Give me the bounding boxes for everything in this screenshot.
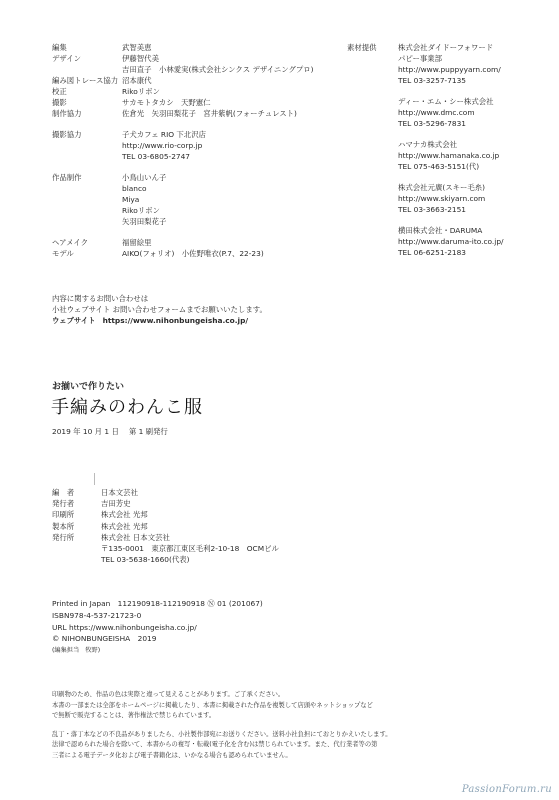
spacer [52,227,314,237]
credit-label: 撮影 [52,98,67,107]
supplier-line: 株式会社ダイドーフォワード [398,43,494,52]
publication-value: 株式会社 日本文芸社 [101,532,170,542]
divider-mark [94,473,95,485]
credit-row [52,86,314,97]
editor-note: (編集担当 牧野) [52,647,101,655]
supplier-entry [398,225,504,258]
url-line[interactable]: URL https://www.nihonbungeisha.co.jp/ [52,622,197,632]
publication-value: TEL 03-5638-1660(代表) [101,555,190,565]
publication-row [52,543,279,554]
publication-row [52,532,279,543]
publication-label: 発行所 [52,532,75,542]
supplier-line: TEL 075-463-5151(代) [398,162,480,171]
credits-block [52,42,314,259]
legal-notes [52,690,392,762]
spacer [52,722,392,730]
website-label: ウェブサイト [52,316,96,325]
spacer [52,162,314,172]
credit-label: 校正 [52,87,67,96]
credit-row [52,129,314,140]
credit-label [52,64,122,75]
supplier-line: TEL 06-6251-2183 [398,248,467,257]
credit-label [52,140,122,151]
credit-value: 佐倉光 矢羽田梨花子 宮井紫帆(フォーチュレスト) [122,109,297,118]
printed-line: Printed in Japan 112190918-112190918 Ⓝ 01 (201067) [52,599,263,608]
supplier-entry [398,42,504,86]
inquiry-line-2: 小社ウェブサイト お問い合わせフォームまでお願いいたします。 [52,305,267,314]
credit-value: 武智美恵 [122,43,152,52]
credit-row [52,108,314,119]
supplier-line: http://www.puppyyarn.com/ [398,65,501,74]
publication-value: 吉田芳史 [101,499,131,509]
credit-value: 小鳥山いん子 [122,173,167,182]
credit-label: ヘアメイク [52,238,88,247]
credit-label: 編み図トレース協力 [52,76,119,85]
credit-value: 伊藤智代美 [122,54,159,63]
credit-row [52,205,314,216]
credit-label [52,216,122,227]
credit-label [52,151,122,162]
credit-value: サカモトタカシ 天野憲仁 [122,98,211,107]
publication-label: 製本所 [52,521,75,531]
supplier-line: TEL 03-3257-7135 [398,76,467,85]
edition-text: 第 1 刷発行 [128,427,168,436]
credit-row [52,237,314,248]
inquiry-block [52,293,267,326]
supplier-line: http://www.daruma-ito.co.jp/ [398,237,504,246]
note-line: 法律で認められた場合を除いて、本書からの複写・転載(電子化を含む)は禁じられています。また、代行業者等の第 [52,741,378,749]
materials-list [398,42,504,268]
note-line: 印刷物のため、作品の色は実際と違って見えることがあります。ご了承ください。 [52,691,285,698]
inquiry-line-1: 内容に関するお問い合わせは [52,294,149,303]
credit-value: 福留絵里 [122,238,152,247]
publication-value: 株式会社 光邦 [101,521,148,531]
supplier-line: 株式会社元廣(スキー毛糸) [398,183,486,192]
colophon-block [52,598,263,657]
credit-row [52,97,314,108]
publication-row [52,509,279,520]
supplier-entry [398,96,504,129]
credit-value: blanco [122,184,147,193]
publication-value: 〒135-0001 東京都江東区毛利2-10-18 OCMビル [101,544,279,554]
publication-row [52,554,279,565]
credit-label: 作品制作 [52,173,82,182]
materials-label: 素材提供 [347,43,377,52]
credit-label [52,194,122,205]
publication-label: 発行者 [52,499,75,509]
credit-row [52,151,314,162]
credit-row [52,64,314,75]
series-title: お揃いで作りたい [52,382,125,392]
publication-info [52,487,279,565]
credit-value: TEL 03-6805-2747 [122,152,191,161]
credit-value: Miya [122,195,140,204]
credit-row [52,42,314,53]
publication-label: 編 者 [52,488,75,497]
supplier-line: http://www.dmc.com [398,108,475,117]
publication-label: 印刷所 [52,510,75,520]
credit-label [52,205,122,216]
credit-row [52,140,314,151]
credit-value: AIKO(フォリオ) 小佐野唯衣(P.7、22-23) [122,249,264,258]
supplier-line: ハマナカ株式会社 [398,140,457,149]
supplier-line: パピー事業部 [398,54,443,63]
publication-value: 株式会社 光邦 [101,510,148,520]
credit-label: 編集 [52,43,67,52]
supplier-line: TEL 03-3663-2151 [398,205,467,214]
publication-row [52,498,279,509]
note-line: 乱丁・落丁本などの不良品がありましたら、小社製作部宛にお送りください。送料小社負担にておとりかえいたします。 [52,730,392,738]
watermark: PassionForum.ru [461,784,552,795]
supplier-line: TEL 03-5296-7831 [398,119,467,128]
credit-value: http://www.rio-corp.jp [122,141,203,150]
credit-value: 矢羽田梨花子 [122,217,167,226]
credit-row [52,75,314,86]
publication-date [52,426,168,437]
credit-label: モデル [52,249,74,258]
credit-value: 沼本康代 [122,76,152,85]
note-line: 三者による電子データ化および電子書籍化は、いかなる場合も認められていません。 [52,751,292,759]
credit-row [52,194,314,205]
book-title: 手編みのわんこ服 [51,397,203,418]
credit-row [52,53,314,64]
website-line [52,315,267,326]
note-line: で無断で販売することは、著作権法で禁じられています。 [52,712,216,720]
publication-label [52,543,101,554]
credit-label: デザイン [52,54,82,63]
credit-value: 子犬カフェ RIO 下北沢店 [122,130,206,139]
supplier-entry [398,139,504,172]
credit-value: Rikoリボン [122,206,160,215]
supplier-entry [398,182,504,215]
supplier-line: 横田株式会社・DARUMA [398,226,483,235]
note-line: 本書の一部または全部をホームページに掲載したり、本書に掲載された作品を複製して店頭やネットショップなど [52,701,373,709]
credit-row [52,172,314,183]
credit-value: 吉田直子 小林愛実(株式会社シンクス デザイニングプロ) [122,65,314,74]
copyright-line: © NIHONBUNGEISHA 2019 [52,634,157,644]
publication-row [52,521,279,532]
credit-row [52,216,314,227]
supplier-line: ディー・エム・シー株式会社 [398,97,494,106]
publication-value: 日本文芸社 [101,488,138,497]
credit-row [52,248,314,259]
isbn-line: ISBN978-4-537-21723-0 [52,610,142,620]
credit-value: Rikoリボン [122,87,160,96]
website-link[interactable]: https://www.nihonbungeisha.co.jp/ [102,316,249,325]
credit-label [52,183,122,194]
supplier-line: http://www.hamanaka.co.jp [398,151,500,160]
credit-row [52,183,314,194]
supplier-line: http://www.skiyarn.com [398,194,486,203]
credit-label: 撮影協力 [52,130,82,139]
credit-label: 制作協力 [52,109,82,118]
publication-row [52,487,279,498]
publication-label [52,554,101,565]
spacer [52,119,314,129]
date-text: 2019 年 10 月 1 日 [52,427,119,436]
